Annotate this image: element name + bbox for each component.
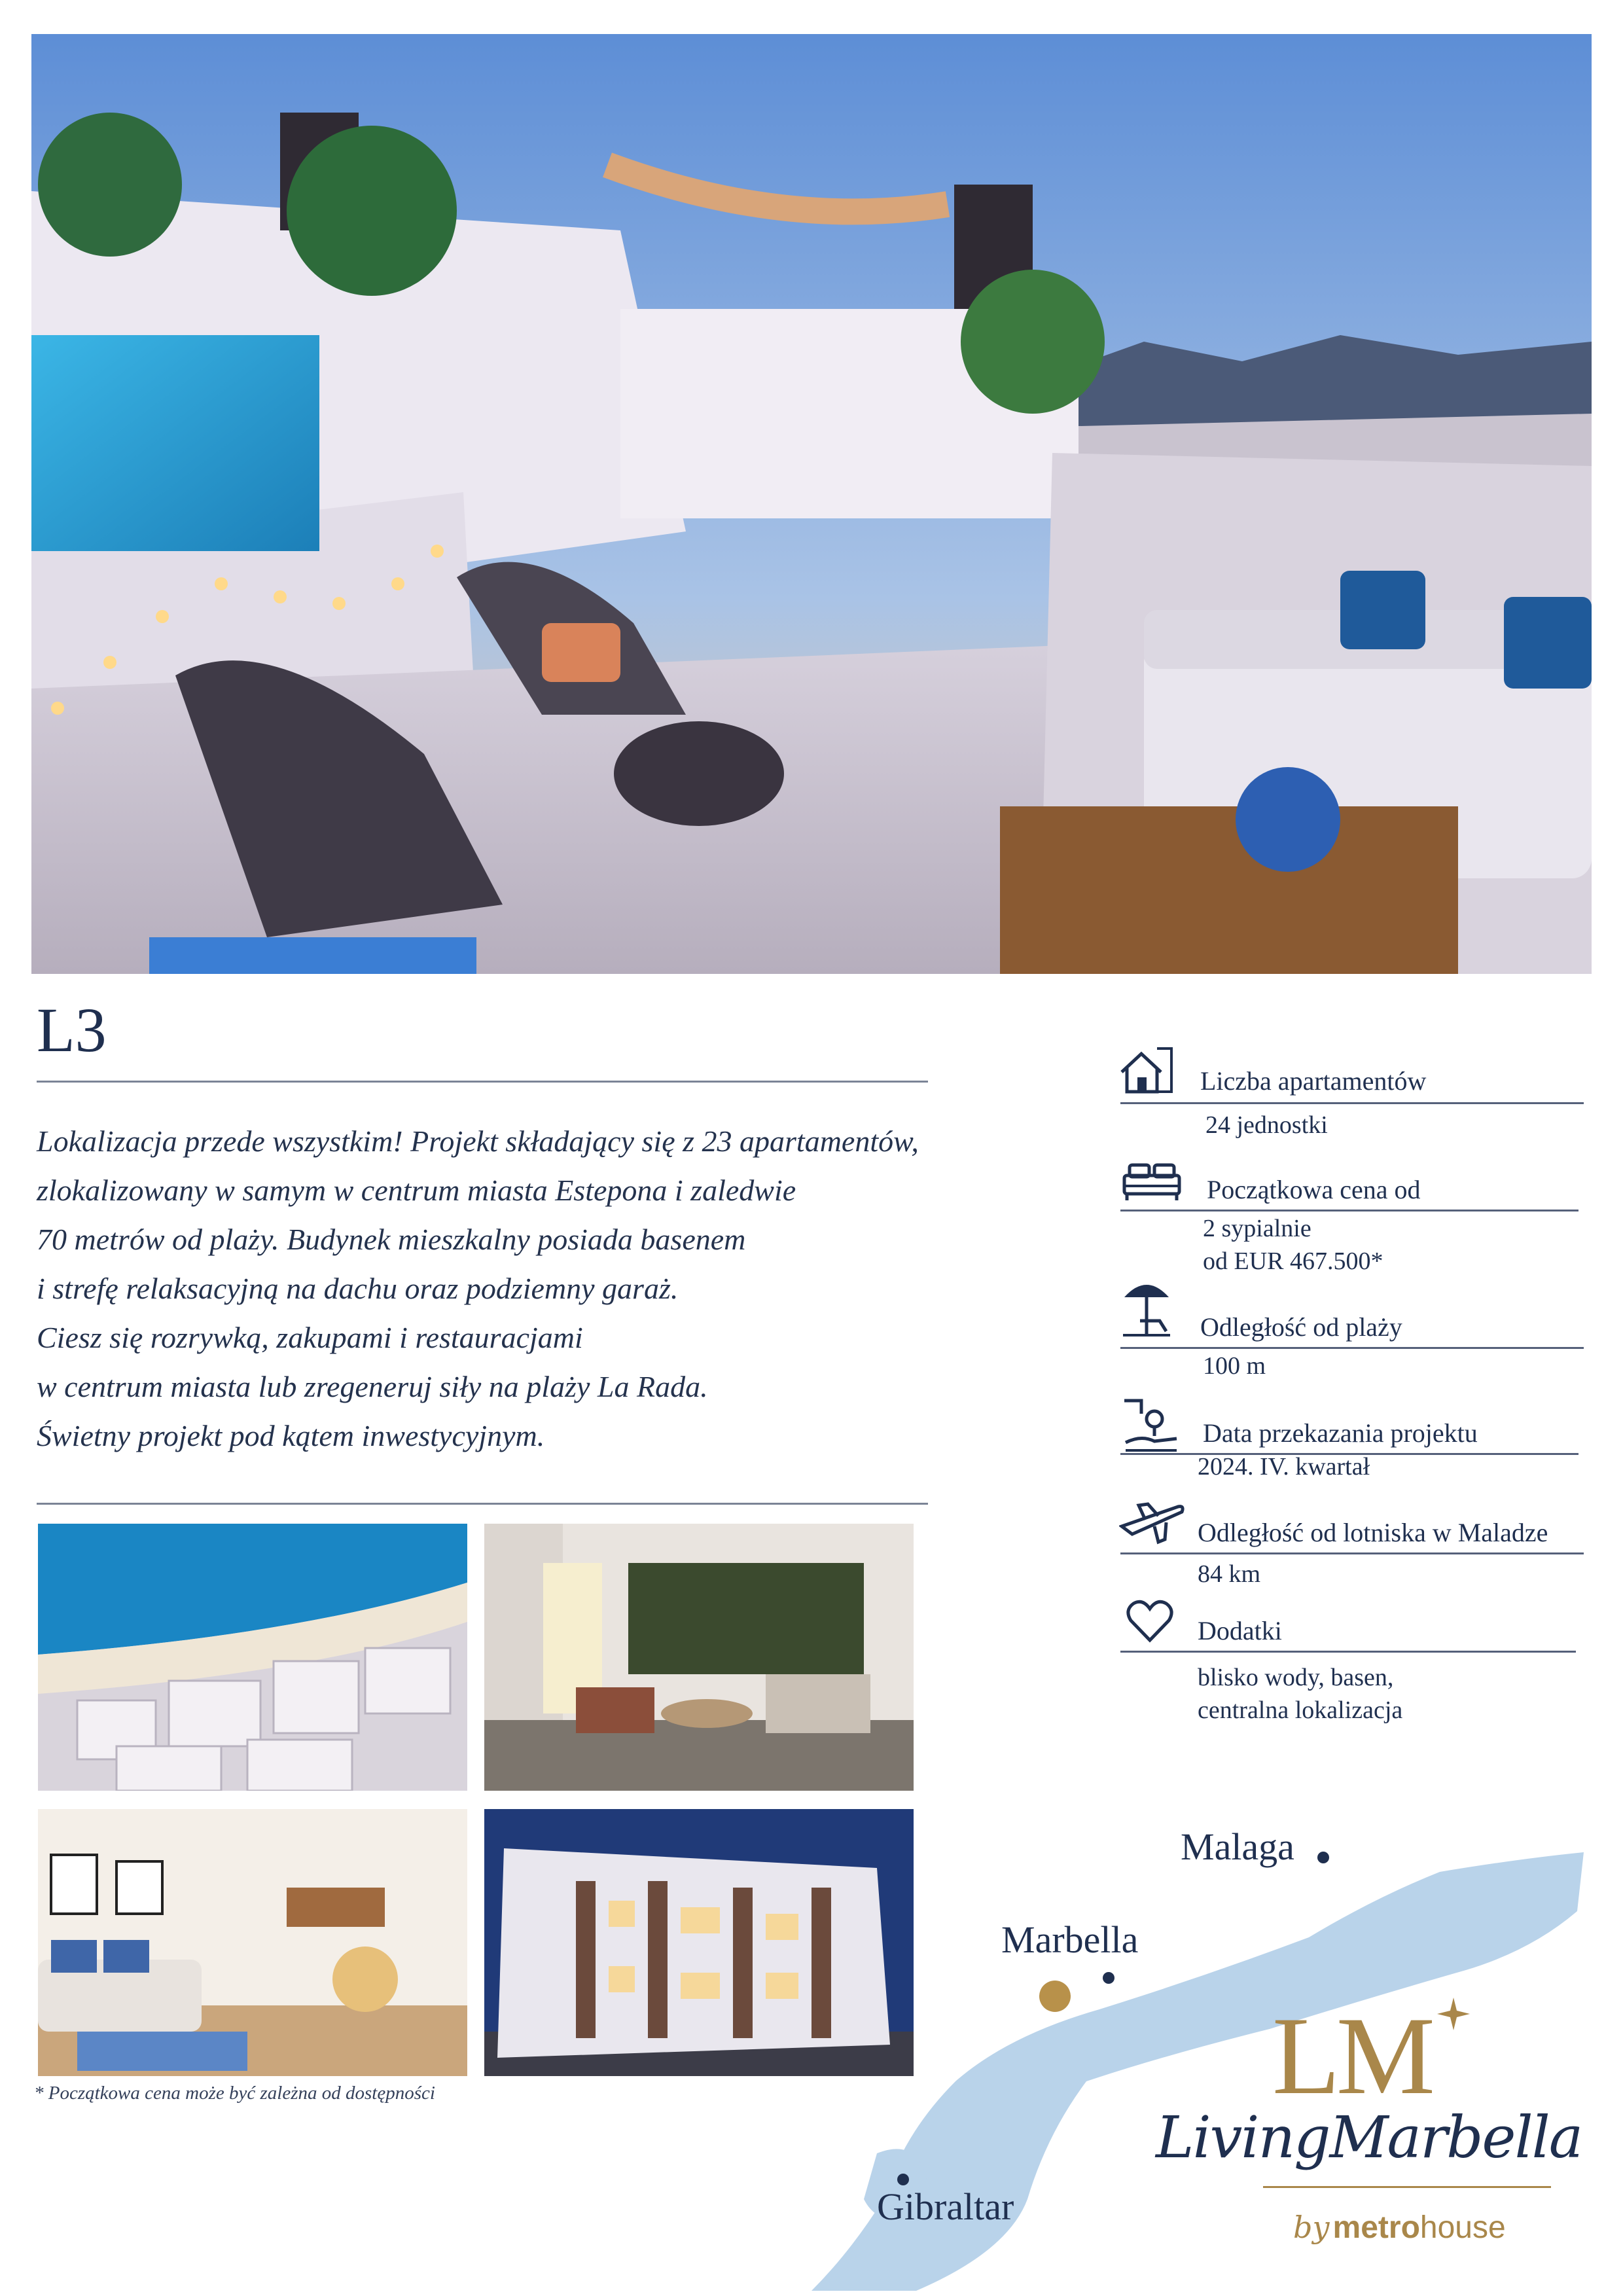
info-divider bbox=[1120, 1102, 1584, 1104]
logo-monogram: LM bbox=[1272, 1994, 1431, 2117]
info-value-apartments: 24 jednostki bbox=[1205, 1111, 1328, 1139]
logo-underline bbox=[1263, 2186, 1551, 2188]
airplane-icon bbox=[1119, 1500, 1185, 1546]
info-label-beach: Odległość od plaży bbox=[1200, 1312, 1402, 1342]
logo-metro-text: metro bbox=[1332, 2210, 1420, 2245]
house-icon bbox=[1116, 1046, 1175, 1096]
info-divider bbox=[1120, 1347, 1584, 1349]
info-value-airport: 84 km bbox=[1198, 1560, 1261, 1588]
info-value-handover: 2024. IV. kwartał bbox=[1198, 1453, 1370, 1480]
info-label-extras: Dodatki bbox=[1198, 1616, 1282, 1645]
info-value-price: 2 sypialnie od EUR 467.500* bbox=[1203, 1215, 1383, 1275]
logo-byline bbox=[1293, 2210, 1506, 2246]
info-value-extras: blisko wody, basen, centralna lokalizacja bbox=[1198, 1664, 1403, 1724]
info-divider bbox=[1120, 1552, 1584, 1554]
description-line: Świetny projekt pod kątem inwestycyjnym. bbox=[37, 1419, 545, 1452]
bed-icon bbox=[1120, 1160, 1183, 1203]
logo-script-wordmark: LivingMarbella bbox=[1156, 2104, 1582, 2171]
key-handover-icon bbox=[1122, 1394, 1179, 1453]
project-description bbox=[37, 1117, 1058, 1460]
description-line: Lokalizacja przede wszystkim! Projekt składający się z 23 apartamentów, bbox=[37, 1124, 919, 1158]
gallery-photo-night-patio bbox=[484, 1524, 914, 1791]
info-divider bbox=[1120, 1210, 1578, 1211]
sparkle-icon bbox=[1437, 1998, 1470, 2030]
hero-photo-rooftop-terrace bbox=[31, 34, 1592, 974]
logo-by-text: by bbox=[1293, 2210, 1330, 2245]
info-value-beach: 100 m bbox=[1203, 1352, 1266, 1380]
city-label-marbella: Marbella bbox=[1001, 1918, 1139, 1961]
info-label-apartments: Liczba apartamentów bbox=[1200, 1066, 1427, 1096]
city-label-malaga: Malaga bbox=[1181, 1825, 1294, 1868]
price-footnote: * Początkowa cena może być zależna od dostępności bbox=[34, 2083, 435, 2104]
gallery-photo-aerial-beach bbox=[38, 1524, 467, 1791]
info-label-price: Początkowa cena od bbox=[1207, 1175, 1421, 1204]
gallery-photo-living-room bbox=[38, 1809, 467, 2076]
description-line: zlokalizowany w samym w centrum miasta Estepona i zaledwie bbox=[37, 1174, 796, 1207]
description-line: i strefę relaksacyjną na dachu oraz podziemny garaż. bbox=[37, 1272, 679, 1305]
description-line: Ciesz się rozrywką, zakupami i restauracjami bbox=[37, 1321, 583, 1354]
heart-icon bbox=[1126, 1600, 1174, 1643]
project-title: L3 bbox=[37, 995, 107, 1065]
info-label-airport: Odległość od lotniska w Maladze bbox=[1198, 1518, 1548, 1547]
logo-house-text: house bbox=[1419, 2210, 1506, 2245]
description-line: w centrum miasta lub zregeneruj siły na plaży La Rada. bbox=[37, 1370, 708, 1403]
title-divider bbox=[37, 1081, 928, 1083]
beach-umbrella-icon bbox=[1120, 1275, 1173, 1338]
description-line: 70 metrów od plaży. Budynek mieszkalny posiada basenem bbox=[37, 1223, 746, 1256]
description-divider bbox=[37, 1503, 928, 1505]
info-divider bbox=[1120, 1651, 1576, 1653]
city-label-gibraltar: Gibraltar bbox=[877, 2185, 1014, 2228]
info-label-handover: Data przekazania projektu bbox=[1203, 1418, 1478, 1448]
